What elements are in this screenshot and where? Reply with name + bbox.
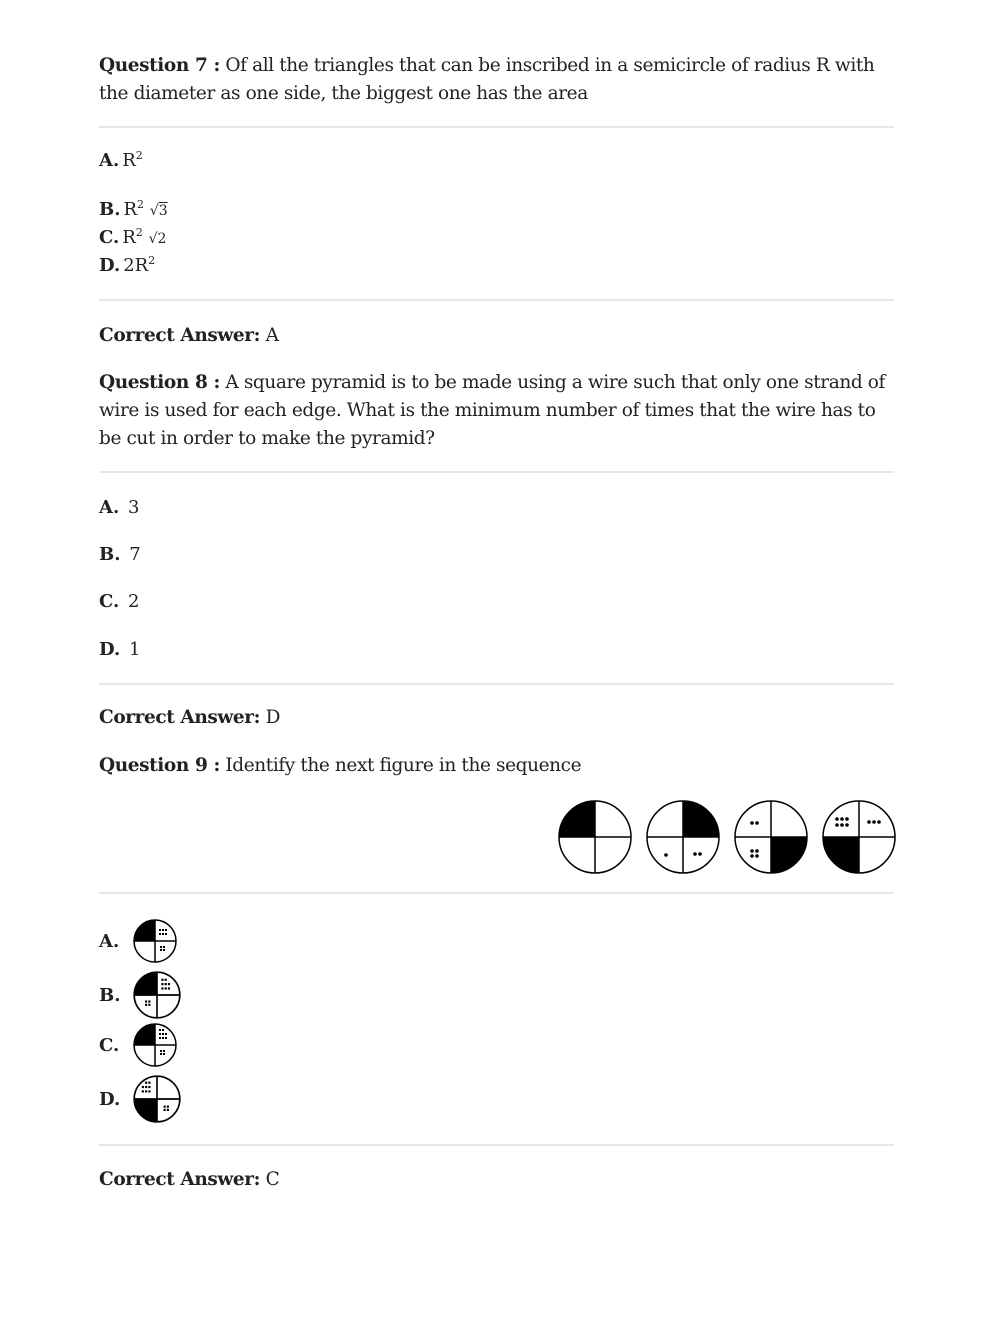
option-b-figure-icon (132, 970, 182, 1020)
q9-option-d (99, 1074, 182, 1124)
option-base: R (122, 227, 136, 248)
sequence-figure-3-icon (733, 799, 809, 875)
question-8-label: Question 8 : (99, 372, 220, 393)
sequence-figure-2-icon (645, 799, 721, 875)
q7-option-b (99, 198, 168, 223)
option-letter: B. (99, 199, 121, 220)
question-7-text: Of all the triangles that can be inscribed in a semicircle of radius R with the diameter as one side, the biggest one has the area (99, 55, 875, 104)
option-letter: C. (99, 1034, 120, 1056)
question-7-prompt (99, 52, 899, 108)
divider (99, 892, 894, 894)
sequence-figure-1-icon (557, 799, 633, 875)
radicand: 2 (157, 231, 167, 247)
correct-answer-value: A (265, 325, 279, 346)
q9-option-c (99, 1022, 178, 1068)
option-exponent: 2 (137, 198, 145, 211)
option-letter: A. (99, 497, 120, 518)
option-letter: D. (99, 639, 121, 660)
option-letter: B. (99, 544, 121, 565)
q7-option-a (99, 149, 143, 173)
option-value: 3 (127, 497, 140, 518)
option-d-figure-icon (132, 1074, 182, 1124)
question-7-label: Question 7 : (99, 55, 220, 76)
divider (99, 683, 894, 685)
correct-answer-value: C (265, 1169, 280, 1190)
option-value: 2 (128, 591, 140, 612)
option-letter: B. (99, 984, 121, 1006)
q7-correct-answer (99, 322, 279, 350)
option-base: R (123, 199, 138, 220)
question-9-prompt (99, 752, 581, 780)
q8-option-c (99, 590, 139, 614)
correct-answer-value: D (265, 707, 280, 728)
q9-option-a (99, 918, 178, 964)
option-exponent: 2 (135, 149, 143, 162)
q9-option-b (99, 970, 182, 1020)
q9-correct-answer (99, 1166, 279, 1194)
option-value: 7 (129, 544, 141, 565)
option-letter: A. (99, 150, 120, 171)
q8-option-a (99, 496, 139, 520)
sequence-figure-4-icon (821, 799, 897, 875)
divider (99, 1144, 894, 1146)
correct-answer-label: Correct Answer: (99, 325, 261, 346)
divider (99, 299, 894, 301)
divider (99, 471, 894, 473)
correct-answer-label: Correct Answer: (99, 1169, 261, 1190)
square-root-icon: √3 (149, 203, 168, 219)
option-letter: D. (99, 255, 121, 276)
divider (99, 126, 894, 128)
q7-option-d (99, 254, 155, 278)
option-letter: C. (99, 591, 120, 612)
option-base: 2R (123, 255, 149, 276)
option-c-figure-icon (132, 1022, 178, 1068)
q8-option-b (99, 543, 141, 567)
question-9-label: Question 9 : (99, 755, 220, 776)
correct-answer-label: Correct Answer: (99, 707, 261, 728)
question-8-prompt (99, 369, 899, 453)
option-exponent: 2 (135, 226, 143, 239)
option-letter: C. (99, 227, 120, 248)
question-8-text: A square pyramid is to be made using a wire such that only one strand of wire is used for each edge. What is the minimum number of times that the wire has to be cut in order to make the pyramid? (99, 372, 885, 449)
option-value: 1 (128, 639, 141, 660)
option-letter: D. (99, 1088, 121, 1110)
q8-option-d (99, 638, 140, 662)
option-a-figure-icon (132, 918, 178, 964)
question-9-text: Identify the next figure in the sequence (225, 755, 582, 776)
q8-correct-answer (99, 704, 280, 732)
option-letter: A. (99, 930, 120, 952)
radicand: 3 (158, 203, 168, 219)
option-base: R (122, 150, 136, 171)
square-root-icon: √2 (148, 231, 167, 247)
sequence-figures (557, 799, 897, 875)
q7-option-c (99, 226, 166, 251)
option-exponent: 2 (148, 254, 156, 267)
